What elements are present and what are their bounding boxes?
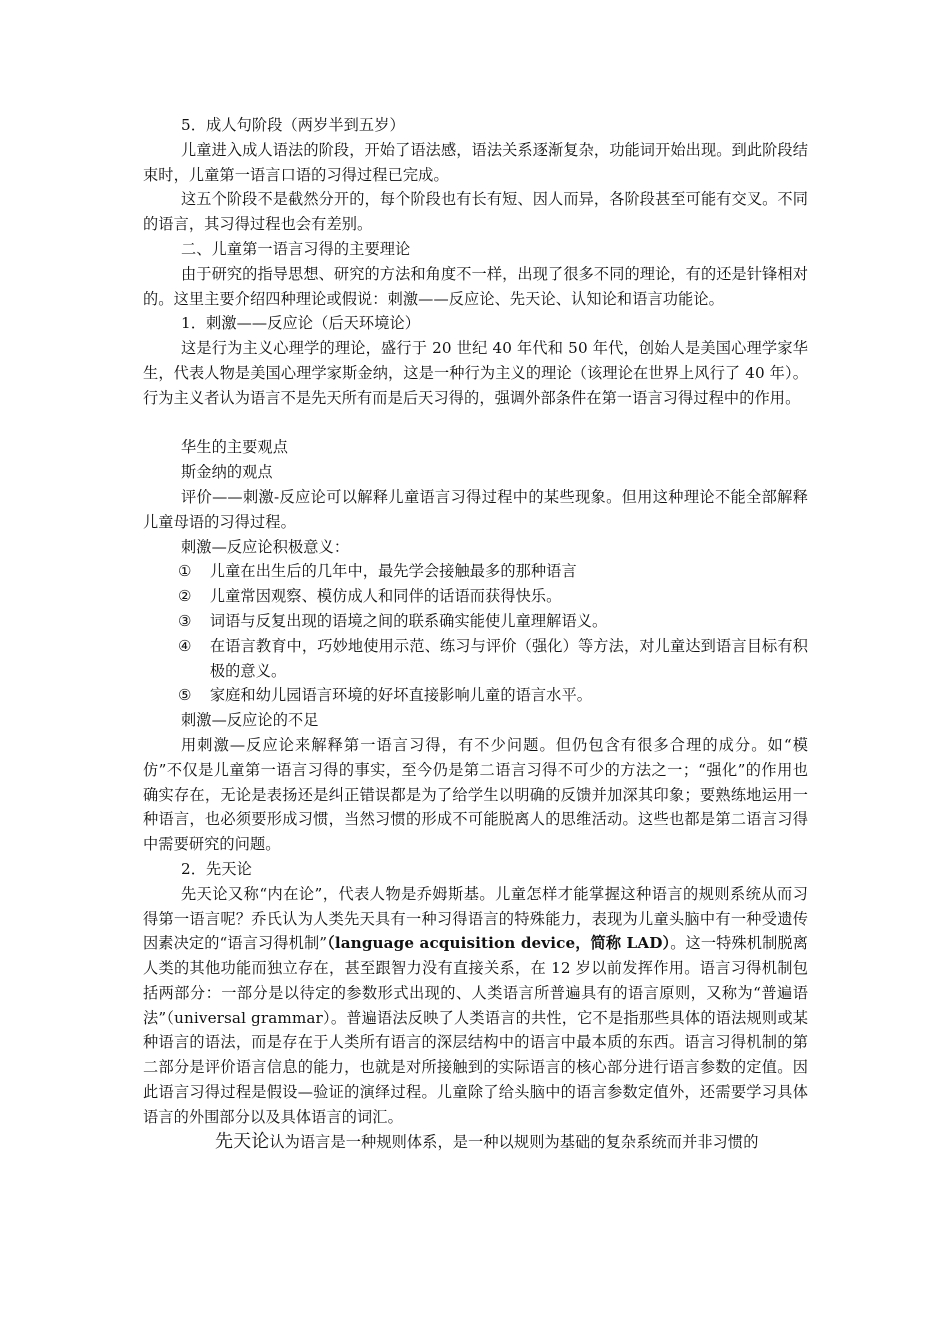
list-text: 儿童在出生后的几年中，最先学会接触最多的那种语言 xyxy=(209,562,577,581)
heading-stage-5: 5．成人句阶段（两岁半到五岁） xyxy=(181,116,405,134)
list-item xyxy=(143,559,808,584)
blank-line xyxy=(143,411,808,436)
list-number: ⑤ xyxy=(177,686,192,705)
paragraph-innate-rules xyxy=(143,1130,808,1155)
heading-section-2: 二、儿童第一语言习得的主要理论 xyxy=(181,239,411,258)
paragraph-theories-intro: 由于研究的指导思想、研究的方法和角度不一样，出现了很多不同的理论，有的还是针锋相对的。这里主要介绍四种理论或假说：刺激——反应论、先天论、认知论和语言功能论。 xyxy=(143,264,808,308)
paragraph-stage-5: 儿童进入成人语法的阶段，开始了语法感，语法关系逐渐复杂，功能词开始出现。到此阶段结束时，儿童第一语言口语的习得过程已完成。 xyxy=(143,140,808,184)
label-positive-significance: 刺激—反应论积极意义： xyxy=(181,537,350,556)
list-item xyxy=(143,584,808,609)
list-text: 儿童常因观察、模仿成人和同伴的话语而获得快乐。 xyxy=(209,587,562,606)
list-item xyxy=(143,683,808,708)
list-number: ② xyxy=(177,587,192,606)
positive-list xyxy=(143,559,808,708)
list-number: ③ xyxy=(177,611,192,630)
list-text: 词语与反复出现的语境之间的联系确实能使儿童理解语义。 xyxy=(209,611,608,630)
innate-rules-text: 认为语言是一种规则体系，是一种以规则为基础的复杂系统而并非习惯的 xyxy=(269,1132,759,1151)
list-item xyxy=(143,634,808,684)
heading-stimulus-response: 1．刺激——反应论（后天环境论） xyxy=(181,314,421,333)
paragraph-shortcomings: 用刺激—反应论来解释第一语言习得，有不少问题。但仍包含有很多合理的成分。如“模仿”不仅是儿童第一语言习得的事实，至今仍是第二语言习得不可少的方法之一；“强化”的作用也确实存在，无论是表扬还是纠正错误都是为了给学生以明确的反馈并加深其印象；要熟练地运用一种语言，也必须要形成习惯，当然习惯的形成不可能脱离人的思维活动。这些也都是第二语言习得中需要研究的问题。 xyxy=(143,735,808,854)
paragraph-five-stages: 这五个阶段不是截然分开的，每个阶段也有长有短、因人而异，各阶段甚至可能有交叉。不同的语言，其习得过程也会有差别。 xyxy=(143,190,808,234)
paragraph-evaluation: 评价——刺激-反应论可以解释儿童语言习得过程中的某些现象。但用这种理论不能全部解释儿童母语的习得过程。 xyxy=(143,487,808,531)
label-watson-views: 华生的主要观点 xyxy=(181,438,289,457)
list-text: 在语言教育中，巧妙地使用示范、练习与评价（强化）等方法，对儿童达到语言目标有积极的意义。 xyxy=(209,636,808,680)
label-skinner-views: 斯金纳的观点 xyxy=(181,463,273,482)
list-number: ④ xyxy=(177,636,192,655)
heading-innate-theory: 2．先天论 xyxy=(181,859,252,878)
document-body xyxy=(143,113,808,1154)
list-item xyxy=(143,609,808,634)
list-text: 家庭和幼儿园语言环境的好坏直接影响儿童的语言水平。 xyxy=(209,686,593,705)
list-number: ① xyxy=(177,562,192,581)
paragraph-behaviorism: 这是行为主义心理学的理论，盛行于 20 世纪 40 年代和 50 年代，创始人是美国心理学家华生，代表人物是美国心理学家斯金纳，这是一种行为主义的理论（该理论在世界上风行了 40 年）。行为主义者认为语言不是先天所有而是后天习得的，强调外部条件在第一语言习得过程中的作用。 xyxy=(143,339,808,407)
paragraph-innate-theory xyxy=(143,882,808,1130)
label-shortcomings: 刺激—反应论的不足 xyxy=(181,711,319,730)
innate-text-part-2: 。这一特殊机制脱离人类的其他功能而独立存在，甚至跟智力没有直接关系，在 12 岁以前发挥作用。语言习得机制包括两部分：一部分是以待定的参数形式出现的、人类语言所普遍具有的语言原则，又称为“普遍语法”（universal grammar）。普遍语法反映了人类语言的共性，它不是指那些具体的语法规则或某种语言的语法，而是存在于人类所有语言的深层结构中的语言中最本质的东西。语言习得机制的第二部分是评价语言信息的能力，也就是对所接触到的实际语言的核心部分进行语言参数的定值。因此语言习得过程是假设—验证的演绎过程。儿童除了给头脑中的语言参数定值外，还需要学习具体语言的外围部分以及具体语言的词汇。 xyxy=(143,934,808,1126)
lad-term: （language acquisition device，简称 LAD） xyxy=(327,934,671,953)
innate-text-part-1: 先天论又称“内在论”，代表人物是乔姆斯基。儿童怎样才能掌握这种语言的规则系统从而习得第一语言呢？乔氏认为人类先天具有一种习得语言的特殊能力，表现为儿童头脑中有一种受遗传因素决定的“语言习得机制” xyxy=(143,884,808,953)
innate-term-large: 先天论 xyxy=(215,1130,270,1152)
